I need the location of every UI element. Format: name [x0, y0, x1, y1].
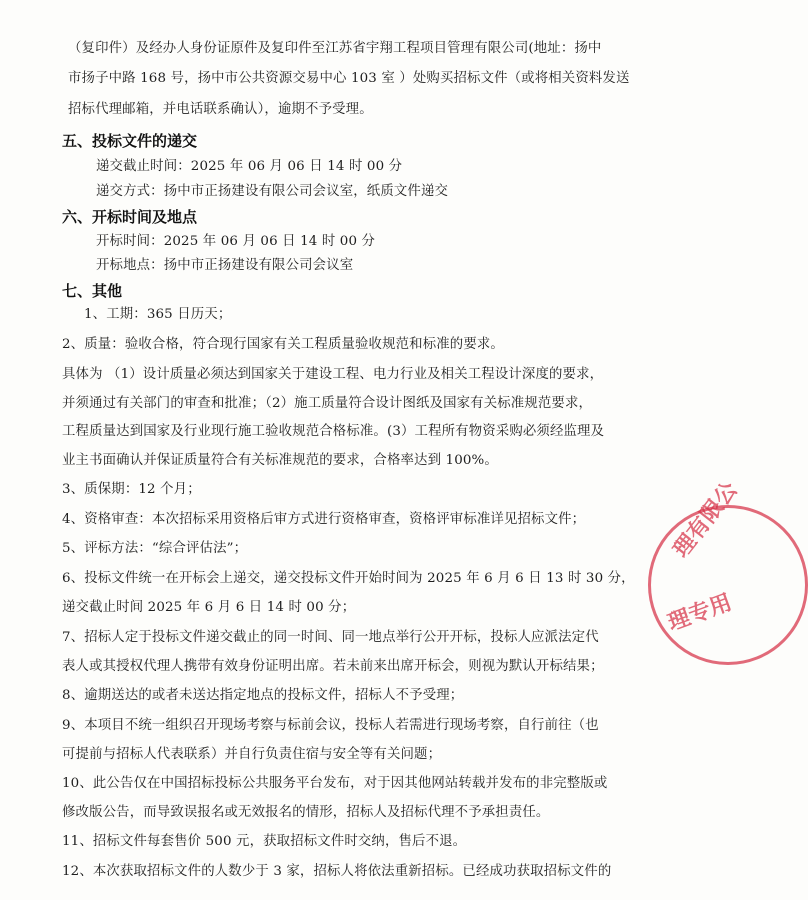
stamp-text-bottom: 理专用: [664, 590, 736, 637]
text-line: 具体为 （1）设计质量必须达到国家关于建设工程、电力行业及相关工程设计深度的要求，: [62, 367, 604, 383]
text-line: 递交截止时间：2025 年 06 月 06 日 14 时 00 分: [96, 159, 403, 175]
text-line: 递交截止时间 2025 年 6 月 6 日 14 时 00 分；: [62, 600, 356, 616]
section-heading: 五、投标文件的递交: [62, 132, 198, 150]
text-line: 10、此公告仅在中国招标投标公共服务平台发布，对于因其他网站转载并发布的非完整版或: [62, 776, 608, 792]
red-seal-stamp: [648, 477, 808, 665]
text-line: 开标地点：扬中市正扬建设有限公司会议室: [96, 258, 354, 274]
text-line: 12、本次获取招标文件的人数少于 3 家，招标人将依法重新招标。已经成功获取招标文件的: [62, 864, 612, 880]
section-heading: 六、开标时间及地点: [62, 208, 198, 226]
text-line: 开标时间：2025 年 06 月 06 日 14 时 00 分: [96, 234, 376, 250]
text-line: 9、本项目不统一组织召开现场考察与标前会议，投标人若需进行现场考察，自行前往（也: [62, 718, 599, 734]
text-line: 可提前与招标人代表联系）并自行负责住宿与安全等有关问题；: [62, 747, 442, 763]
text-line: 业主书面确认并保证质量符合有关标准规范的要求，合格率达到 100%。: [62, 453, 498, 469]
text-line: 5、评标方法：“综合评估法”；: [62, 541, 248, 557]
text-line: 4、资格审查：本次招标采用资格后审方式进行资格审查，资格评审标准详见招标文件；: [62, 512, 586, 528]
text-line: 递交方式：扬中市正扬建设有限公司会议室，纸质文件递交: [96, 184, 449, 200]
text-line: 表人或其授权代理人携带有效身份证明出席。若未前来出席开标会，则视为默认开标结果；: [62, 659, 604, 675]
text-line: （复印件）及经办人身份证原件及复印件至江苏省宇翔工程项目管理有限公司(地址：扬中: [68, 41, 602, 57]
text-line: 2、质量：验收合格，符合现行国家有关工程质量验收规范和标准的要求。: [62, 337, 504, 353]
text-line: 并须通过有关部门的审查和批准；（2）施工质量符合设计图纸及国家有关标准规范要求，: [62, 396, 593, 412]
text-line: 1、工期：365 日历天；: [84, 307, 232, 323]
text-line: 8、逾期送达的或者未送达指定地点的投标文件，招标人不予受理；: [62, 688, 464, 704]
text-line: 市扬子中路 168 号，扬中市公共资源交易中心 103 室 ）处购买招标文件（或将相关资料发送: [68, 71, 630, 87]
text-line: 招标代理邮箱，并电话联系确认），逾期不予受理。: [68, 102, 373, 118]
text-line: 3、质保期：12 个月；: [62, 482, 201, 498]
text-line: 6、投标文件统一在开标会上递交，递交投标文件开始时间为 2025 年 6 月 6 日 13 时 30 分，: [62, 571, 635, 587]
stamp-text-top: 理有限公: [668, 477, 743, 563]
text-line: 修改版公告，而导致误报名或无效报名的情形，招标人及招标代理不予承担责任。: [62, 805, 550, 821]
section-heading: 七、其他: [62, 282, 123, 300]
text-line: 11、招标文件每套售价 500 元，获取招标文件时交纳，售后不退。: [62, 834, 467, 850]
text-line: 工程质量达到国家及行业现行施工验收规范合格标准。(3）工程所有物资采购必须经监理及: [62, 424, 605, 440]
text-line: 7、招标人定于投标文件递交截止的同一时间、同一地点举行公开开标，投标人应派法定代: [62, 630, 599, 646]
